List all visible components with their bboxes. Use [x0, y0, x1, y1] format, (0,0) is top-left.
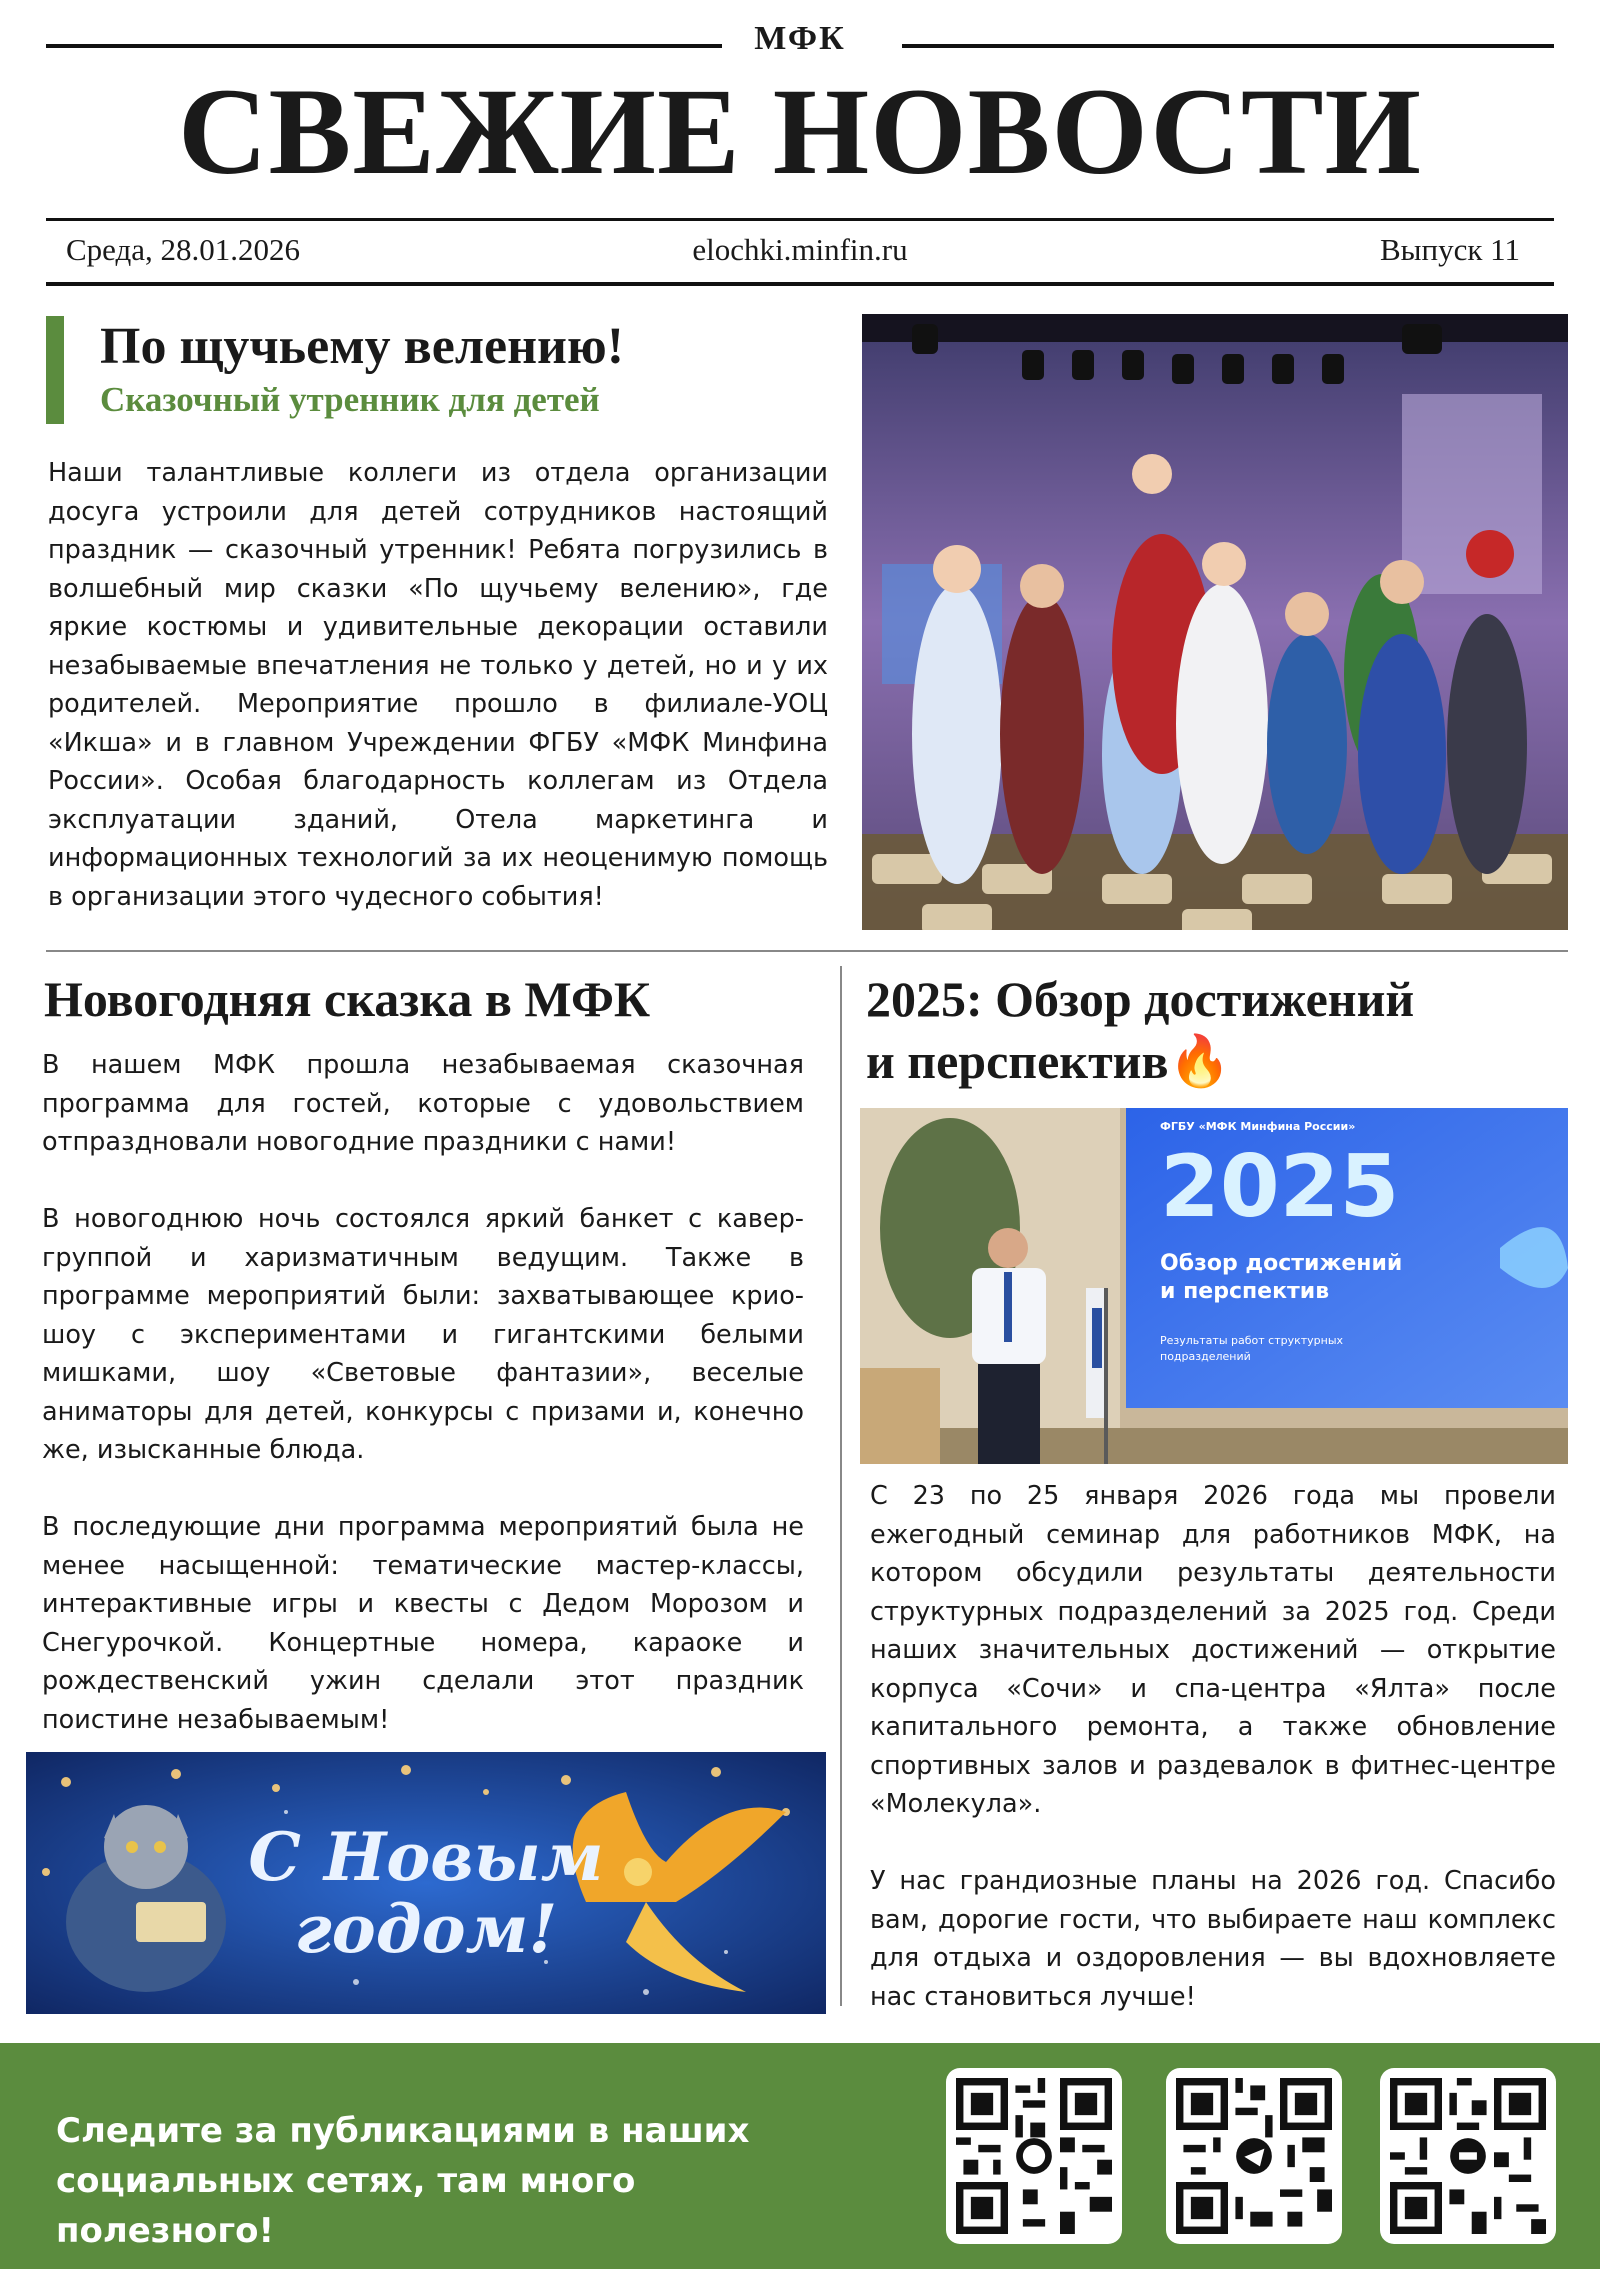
- slide-heading-line1: Обзор достижений: [1160, 1251, 1403, 1276]
- telegram-qr-code[interactable]: [1166, 2068, 1342, 2244]
- newspaper-title: СВЕЖИЕ НОВОСТИ: [177, 63, 1422, 200]
- banner-greeting-line1: С Новым: [248, 1818, 604, 1896]
- vk-qr-icon: [1390, 2078, 1546, 2234]
- article3-body: [870, 1477, 1556, 2016]
- website-link[interactable]: elochki.minfin.ru: [692, 232, 908, 267]
- article2-body: [42, 1046, 804, 1739]
- column-divider: [840, 966, 842, 2006]
- slide-heading-line2: и перспектив: [1160, 1279, 1330, 1304]
- info-top-rule: [46, 218, 1554, 221]
- qr-code[interactable]: [946, 2068, 1122, 2244]
- slide-org: ФГБУ «МФК Минфина России»: [1160, 1120, 1356, 1133]
- article1-title: По щучьему велению!: [100, 318, 625, 375]
- qr-code-icon: [956, 2078, 1112, 2234]
- seminar-photo: [860, 1108, 1568, 1464]
- issue-number: Выпуск 11: [1379, 232, 1520, 267]
- info-bottom-rule: [46, 282, 1554, 286]
- fire-icon: 🔥: [1168, 1032, 1231, 1090]
- article3-title-line2-wrap: [866, 1030, 1566, 1092]
- article3-title: [866, 968, 1566, 1092]
- article1-subtitle: Сказочный утренник для детей: [100, 380, 600, 419]
- article2-paragraph: В нашем МФК прошла незабываемая сказочная программа для гостей, которые с удовольствием отпраздновали новогодние праздники с нами!: [42, 1050, 804, 1157]
- article-accent-bar: [46, 316, 64, 424]
- article2-title: Новогодняя сказка в МФК: [44, 971, 651, 1027]
- slide-caption-line2: подразделений: [1160, 1350, 1251, 1363]
- footer-text-line1: Следите за публикациями в наших: [56, 2111, 750, 2151]
- issue-date: Среда, 28.01.2026: [66, 232, 301, 267]
- footer-callout: [56, 2106, 836, 2256]
- vk-qr-code[interactable]: [1380, 2068, 1556, 2244]
- article3-title-line2: и перспектив: [866, 1033, 1169, 1089]
- section-divider: [46, 950, 1568, 952]
- footer-text-line2: социальных сетях, там много полезного!: [56, 2161, 636, 2251]
- slide-year: 2025: [1160, 1137, 1400, 1237]
- article1-body: Наши талантливые коллеги из отдела организации досуга устроили для детей сотрудников настоящий праздник — сказочный утренник! Ребята погрузились в волшебный мир сказки «По щучьему велению», где яркие костюмы и удивительные декорации оставили незабываемые впечатления не только у детей, но и у их родителей. Мероприятие прошло в филиале-УОЦ «Икша» и в главном Учреждении ФГБУ «МФК Минфина России». Особая благодарность коллегам из Отдела эксплуатации зданий, Отела маркетинга и информационных технологий за их неоценимую помощь в организации этого чудесного события!: [48, 458, 828, 912]
- masthead-kicker: МФК: [754, 20, 846, 57]
- article2-paragraph: В новогоднюю ночь состоялся яркий банкет с кавер-группой и харизматичным ведущим. Также в программе мероприятий были: захватывающее крио-шоу с экспериментами и гигантскими белыми мишками, шоу «Световые фантазии», веселые аниматоры для детей, конкурсы с призами и, конечно же, изысканные блюда.: [42, 1204, 804, 1465]
- fairytale-party-photo: [862, 314, 1568, 930]
- banner-greeting-line2: годом!: [294, 1890, 558, 1968]
- new-year-banner: [26, 1752, 826, 2014]
- telegram-qr-icon: [1176, 2078, 1332, 2234]
- article3-paragraph: У нас грандиозные планы на 2026 год. Спасибо вам, дорогие гости, что выбираете наш комплекс для отдыха и оздоровления — вы вдохновляете нас становиться лучше!: [870, 1866, 1556, 2012]
- article3-paragraph: С 23 по 25 января 2026 года мы провели ежегодный семинар для работников МФК, на котором обсудили результаты деятельности структурных подразделений за 2025 год. Среди наших значительных достижений — открытие корпуса «Сочи» и спа-центра «Ялта» после капитального ремонта, а также обновление спортивных залов и раздевалок в фитнес-центре «Молекула».: [870, 1481, 1556, 1819]
- article2-paragraph: В последующие дни программа мероприятий была не менее насыщенной: тематические мастер-классы, интерактивные игры и квесты с Дедом Морозом и Снегурочкой. Концертные номера, караоке и рождественский ужин сделали этот праздник поистине незабываемым!: [42, 1512, 804, 1735]
- article3-title-line1: 2025: Обзор достижений: [866, 971, 1415, 1027]
- slide-caption-line1: Результаты работ структурных: [1160, 1334, 1344, 1347]
